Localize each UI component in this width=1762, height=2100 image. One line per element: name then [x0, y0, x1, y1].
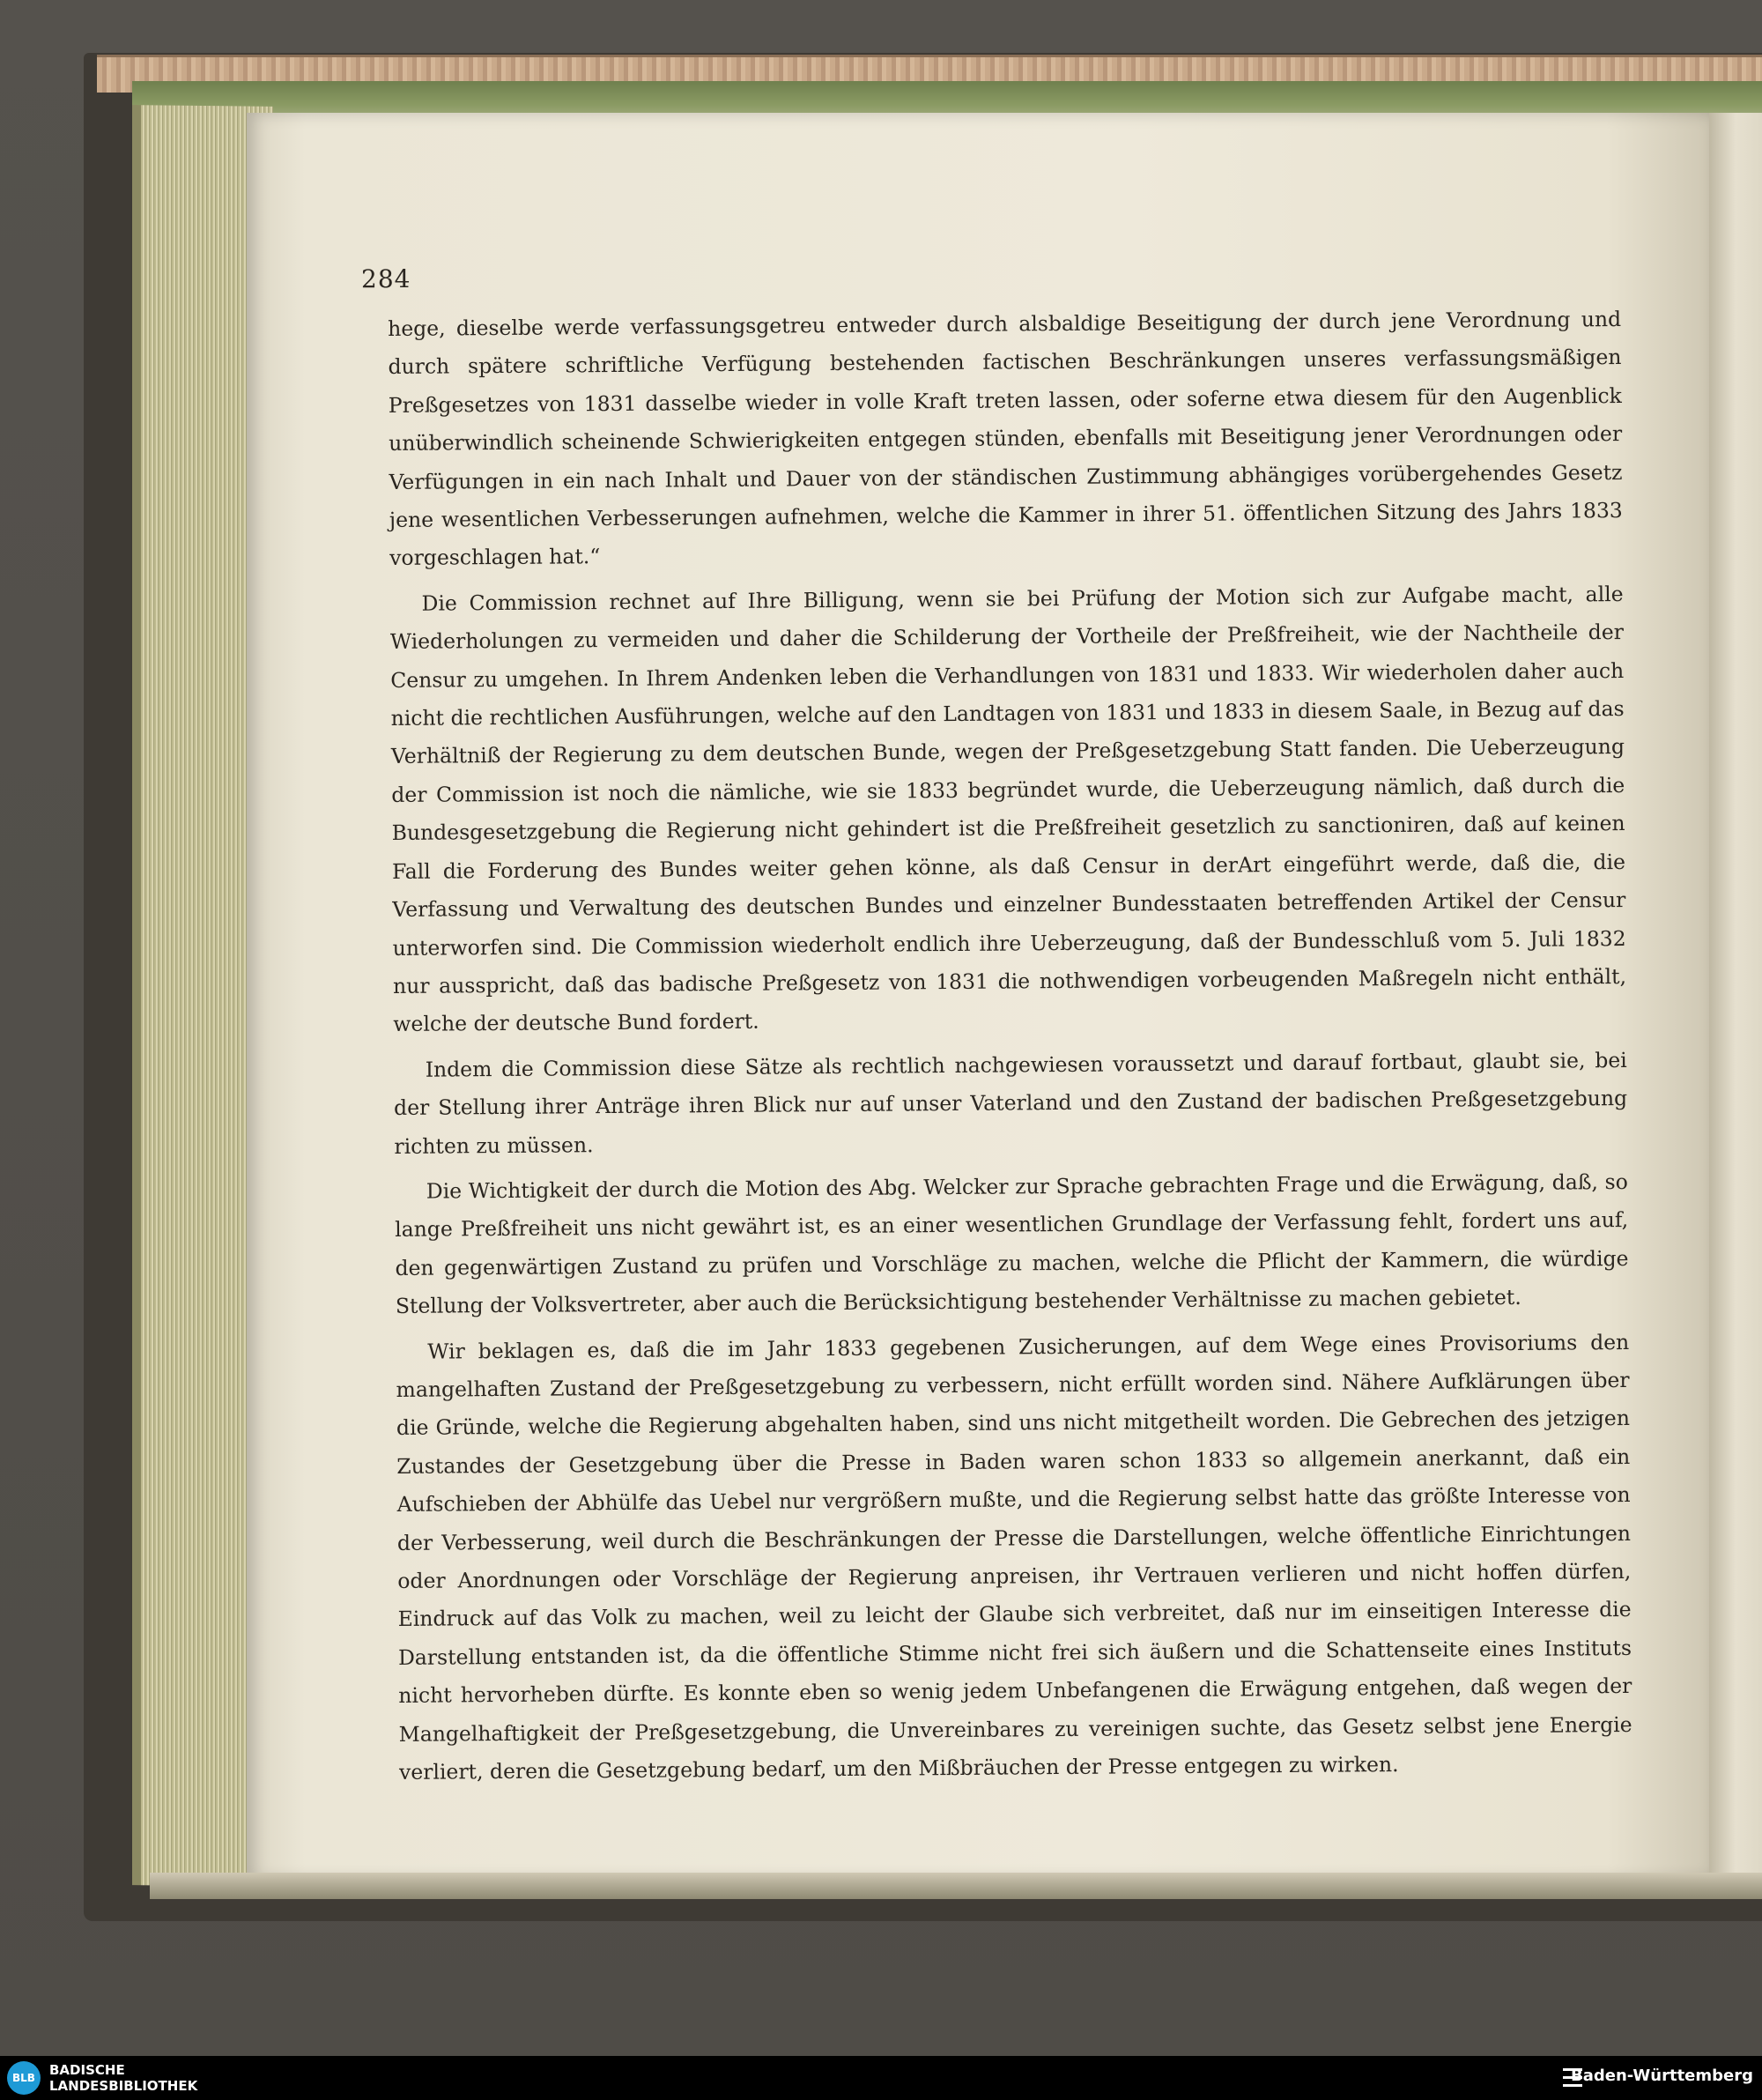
- paragraph-3: Indem die Commission diese Sätze als rechtlich nachgewiesen voraussetzt und darauf fortbaut, glaubt sie, bei der Stellung ihrer Anträge ihren Blick nur auf unser Vaterland und den Zustand der badischen Preßgesetzgebung richten zu müssen.: [393, 1047, 1628, 1159]
- paragraph-2: Die Commission rechnet auf Ihre Billigung, wenn sie bei Prüfung der Motion sich zur Aufgabe macht, alle Wiederholungen zu vermeiden und daher die Schilderung der Vortheile der Preßfreiheit, wie der Nachtheile der Censur zu umgehen. In Ihrem Andenken leben die Verhandlungen von 1831 und 1833. Wir wiederholen daher auch nicht die rechtlichen Ausführungen, welche auf den Landtagen von 1831 und 1833 in diesem Saale, in Bezug auf das Verhältniß der Regierung zu dem deutschen Bunde, wegen der Preßgesetzgebung Statt fanden. Die Ueberzeugung der Commission ist noch die nämliche, wie sie 1833 begründet wurde, die Ueberzeugung nämlich, daß durch die Bundesgesetzgebung die Regierung nicht gehindert ist die Preßfreiheit gesetzlich zu sanctioniren, daß auf keinen Fall die Forderung des Bundes weiter gehen könne, als daß Censur in derArt eingeführt werde, daß die, die Verfassung und Verwaltung des deutschen Bundes und einzelner Bundesstaaten betreffenden Artikel der Censur unterworfen sind. Die Commission wiederholt endlich ihre Ueberzeugung, daß der Bundesschluß vom 5. Juli 1832 nur ausspricht, daß das badische Preßgesetz von 1831 die nothwendigen vorbeugenden Maßregeln nicht enthält, welche der deutsche Bund fordert.: [389, 581, 1627, 1037]
- paragraph-1: hege, dieselbe werde verfassungsgetreu entweder durch alsbaldige Beseitigung der durch jene Verordnung und durch spätere schriftliche Verfügung bestehenden factischen Beschränkungen unseres verfassungsmäßigen Preßgesetzes von 1831 dasselbe wieder in volle Kraft treten lassen, oder soferne etwa diesem für den Augenblick unüberwindlich scheinende Schwierigkeiten entgegen stünden, ebenfalls mit Beseitigung jener Verordnungen oder Verfügungen in ein nach Inhalt und Dauer von der ständischen Zustimmung abhängiges vorübergehendes Gesetz jene wesentlichen Verbesserungen aufnehmen, welche die Kammer in ihrer 51. öffentlichen Sitzung des Jahrs 1833 vorgeschlagen hat.“: [388, 307, 1623, 571]
- paragraph-5: Wir beklagen es, daß die im Jahr 1833 gegebenen Zusicherungen, auf dem Wege eines Provisoriums den mangelhaften Zustand der Preßgesetzgebung zu verbessern, nicht erfüllt worden sind. Nähere Aufklärungen über die Gründe, welche die Regierung abgehalten haben, sind uns nicht mitgetheilt worden. Die Gebrechen des jetzigen Zustandes der Gesetzgebung über die Presse in Baden waren schon 1833 so allgemein anerkannt, daß ein Aufschieben der Abhülfe das Uebel nur vergrößern mußte, und die Regierung selbst hatte das größte Interesse von der Verbesserung, weil durch die Beschränkungen der Presse die Darstellungen, welche öffentliche Einrichtungen oder Anordnungen oder Vorschläge der Regierung anpreisen, ihr Vertrauen verlieren und nicht hoffen dürfen, Eindruck auf das Volk zu machen, weil zu leicht der Glaube sich verbreitet, daß nur im einseitigen Interesse die Darstellung entstanden ist, da die öffentliche Stimme nicht frei sich äußern und die Schattenseite eines Instituts nicht hervorheben dürfte. Es konnte eben so wenig jedem Unbefangenen die Erwägung entgehen, daß wegen der Mangelhaftigkeit der Preßgesetzgebung, die Unvereinbares zu vereinigen suchte, das Gesetz selbst jene Energie verliert, deren die Gesetzgebung bedarf, um den Mißbräuchen der Presse entgegen zu wirken.: [396, 1329, 1632, 1785]
- page-stack-bottom: [150, 1873, 1762, 1899]
- library-name[interactable]: [49, 2062, 197, 2094]
- library-name-line1: BADISCHE: [49, 2062, 125, 2078]
- footer-bar: [0, 2056, 1762, 2100]
- page-number: 284: [361, 264, 411, 293]
- page-gutter-right: [1709, 113, 1762, 1880]
- partner-name[interactable]: Baden-Württemberg: [1570, 2067, 1753, 2085]
- paragraph-4: Die Wichtigkeit der durch die Motion des Abg. Welcker zur Sprache gebrachten Frage und die Erwägung, daß, so lange Preßfreiheit uns nicht gewährt ist, es an einer wesentlichen Grundlage der Verfassung fehlt, fordert uns auf, den gegenwärtigen Zustand zu prüfen und Vorschläge zu machen, welche die Pflicht der Kammern, die würdige Stellung der Volksvertreter, aber auch die Berücksichtigung bestehender Verhältnisse zu machen gebietet.: [395, 1169, 1629, 1319]
- library-name-line2: LANDESBIBLIOTHEK: [49, 2078, 198, 2094]
- page-body: [388, 301, 1632, 1799]
- blb-logo-icon[interactable]: BLB: [7, 2061, 41, 2095]
